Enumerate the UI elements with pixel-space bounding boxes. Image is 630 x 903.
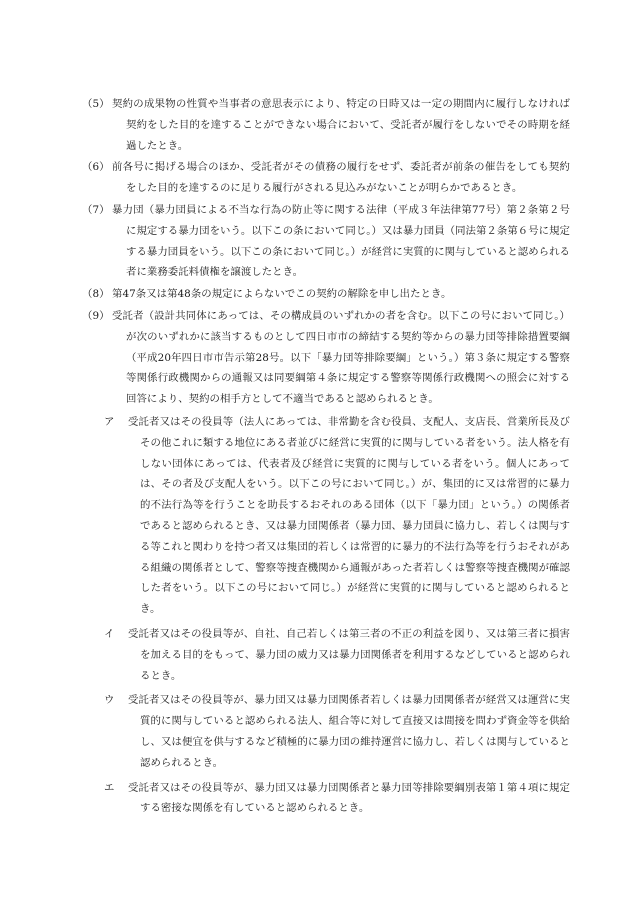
clause-item-7: [82, 200, 570, 283]
clause-text: 暴力団（暴力団員による不当な行為の防止等に関する法律（平成３年法律第77号）第２条第２号に規定する暴力団をいう。以下この条において同じ。）又は暴力団員（同法第２条第６号に規定する暴力団員をいう。以下この条において同じ。）が経営に実質的に関与していると認められる者に業務委託料債権を譲渡したとき。: [112, 203, 570, 279]
clause-number: （8）: [82, 288, 110, 301]
subclause-label: ウ: [104, 694, 115, 707]
clause-item-6: [82, 157, 570, 199]
clause-number: （9）: [82, 309, 110, 322]
clause-text: 契約の成果物の性質や当事者の意思表示により、特定の日時又は一定の期間内に履行しなければ契約をした目的を達することができない場合において、受託者が履行をしないでその時期を経過したとき。: [112, 98, 570, 152]
subclause-text: 受託者又はその役員等が、暴力団又は暴力団関係者若しくは暴力団関係者が経営又は運営に実質的に関与していると認められる法人、組合等に対して直接又は間接を問わず資金等を供給し、又は便宜を供与するなど積極的に暴力団の維持運営に協力し、若しくは関与していると認められるとき。: [128, 694, 570, 769]
subclause-e: [88, 778, 570, 820]
subclause-label: ア: [104, 415, 115, 428]
subclause-a: [88, 412, 570, 620]
subclause-text: 受託者又はその役員等（法人にあっては、非常勤を含む役員、支配人、支店長、営業所長及びその他これに類する地位にある者並びに経営に実質的に関与している者をいう。法人格を有しない団体にあっては、代表者及び経営に実質的に関与している者をいう。個人にあっては、その者及び支配人をいう。以下この号において同じ。）が、集団的に又は常習的に暴力的不法行為等を行うことを助長するおそれのある団体（以下「暴力団」という。）の関係者であると認められるとき、又は暴力団関係者（暴力団、暴力団員に協力し、若しくは関与する等これと関わりを持つ者又は集団的若しくは常習的に暴力的不法行為等を行うおそれがある組織の関係者として、警察等捜査機関から通報があった者若しくは警察等捜査機関が確認した者をいう。以下この号において同じ。）が経営に実質的に関与していると認められるとき。: [128, 415, 570, 616]
subclause-label: イ: [104, 627, 115, 640]
clause-text: 第47条又は第48条の規定によらないでこの契約の解除を申し出たとき。: [112, 288, 452, 301]
clause-text: 受託者（設計共同体にあっては、その構成員のいずれかの者を含む。以下この号において同じ。）が次のいずれかに該当するものとして四日市市の締結する契約等からの暴力団等排除措置要綱（平成20年四日市市告示第28号。以下「暴力団等排除要綱」という。）第３条に規定する警察等関係行政機関からの通報又は同要綱第４条に規定する警察等関係行政機関への照会に対する回答により、契約の相手方として不適当であると認められるとき。: [112, 309, 570, 406]
subclause-u: [88, 690, 570, 773]
clause-item-8: [82, 284, 570, 305]
clause-item-9: [82, 306, 570, 410]
clause-number: （7）: [82, 203, 110, 216]
clause-number: （5）: [82, 98, 110, 110]
subclause-label: エ: [104, 781, 115, 794]
clause-text: 前各号に掲げる場合のほか、受託者がその債務の履行をせず、委託者が前条の催告をしても契約をした目的を達するのに足りる履行がされる見込みがないことが明らかであるとき。: [112, 161, 570, 195]
clause-item-5: [82, 94, 570, 156]
clause-number: （6）: [82, 161, 110, 174]
subclause-text: 受託者又はその役員等が、暴力団又は暴力団関係者と暴力団等排除要綱別表第１第４項に規定する密接な関係を有していると認められるとき。: [128, 781, 570, 815]
subclause-i: [88, 624, 570, 686]
subclause-text: 受託者又はその役員等が、自社、自己若しくは第三者の不正の利益を図り、又は第三者に損害を加える目的をもって、暴力団の威力又は暴力団関係者を利用するなどしていると認められるとき。: [128, 627, 570, 682]
